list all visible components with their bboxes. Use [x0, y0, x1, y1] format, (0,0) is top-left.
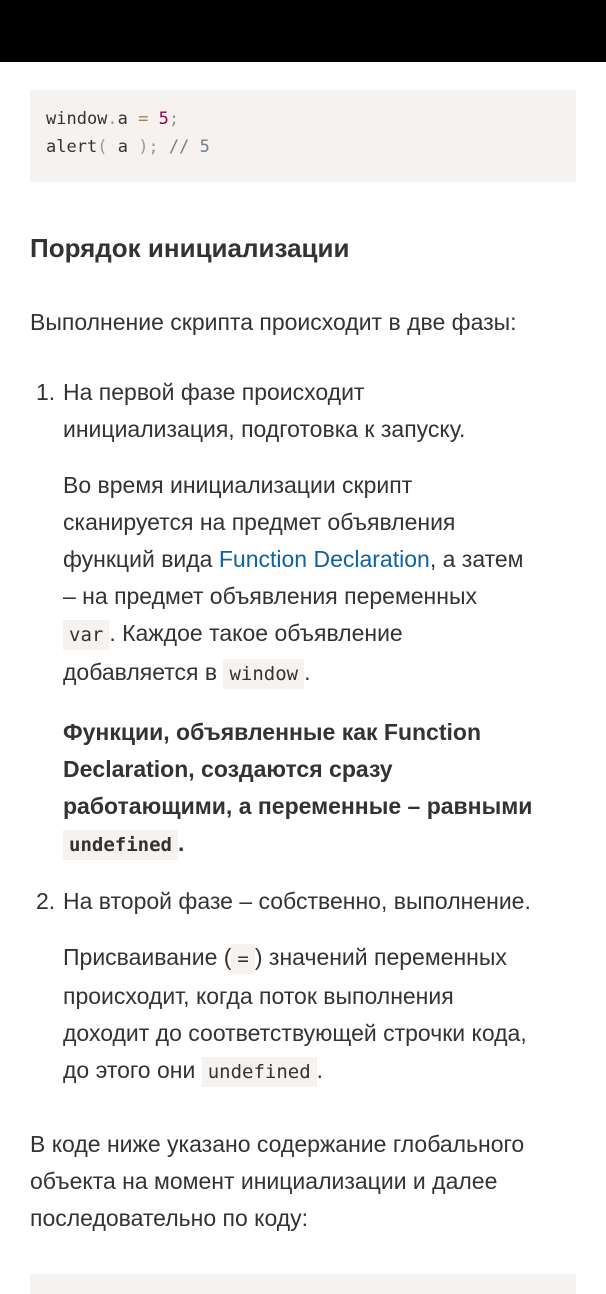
list-item-1-paragraph-2: [63, 467, 524, 693]
text-line: Функции, объявленные как Function: [63, 719, 481, 745]
list-item-number: 2.: [36, 888, 56, 914]
text-line: последовательно по коду:: [30, 1205, 309, 1231]
list-item-1-bold-paragraph: [63, 714, 532, 864]
inline-code-var: var: [63, 620, 109, 650]
code-comment: // 5: [168, 137, 210, 157]
inline-code-undefined: undefined: [63, 830, 178, 860]
list-item-number: 1.: [36, 379, 56, 405]
code-line-2: [46, 137, 210, 157]
code-line-1: [46, 109, 179, 129]
text-line: .: [316, 1057, 324, 1083]
text-line: функций вида: [63, 546, 219, 572]
text-line: добавляется в: [63, 659, 224, 685]
code-token: a: [117, 137, 128, 157]
code-block: [30, 90, 576, 182]
text-line: В коде ниже указано содержание глобального: [30, 1131, 525, 1157]
text-line: происходит, когда поток выполнения: [63, 983, 454, 1009]
text-line: инициализация, подготовка к запуску.: [63, 416, 466, 442]
inline-code-window: window: [223, 659, 304, 689]
code-token: );: [138, 137, 159, 157]
list-item-2-text: На второй фазе – собственно, выполнение.: [63, 888, 531, 914]
code-block-next: [30, 1274, 576, 1294]
code-token: (: [97, 137, 108, 157]
code-token: window: [46, 109, 108, 129]
text-line: Присваивание (: [63, 944, 232, 970]
text-line: доходит до соответствующей строчки кода,: [63, 1020, 527, 1046]
text-line: .: [304, 659, 311, 685]
text-line: работающими, а переменные – равными: [63, 793, 533, 819]
text-line: Во время инициализации скрипт: [63, 472, 413, 498]
text-line: На первой фазе происходит: [63, 379, 365, 405]
code-token: alert: [46, 137, 98, 157]
code-token: ;: [168, 109, 180, 129]
function-declaration-link[interactable]: Function Declaration: [218, 546, 430, 572]
text-line: , а затем: [429, 546, 524, 572]
list-item-2-paragraph-2: [63, 939, 527, 1091]
section-heading: Порядок инициализации: [30, 233, 350, 263]
text-line: объекта на момент инициализации и далее: [30, 1168, 498, 1194]
outro-paragraph: [30, 1126, 524, 1237]
text-line: – на предмет объявления переменных: [63, 583, 477, 609]
code-token: .: [107, 109, 118, 129]
code-token: a: [117, 109, 128, 129]
code-token: =: [138, 109, 149, 129]
intro-paragraph: Выполнение скрипта происходит в две фазы:: [30, 309, 517, 335]
text-line: до этого они: [63, 1057, 202, 1083]
inline-code-undefined: undefined: [202, 1057, 317, 1087]
inline-code-equals: =: [231, 944, 254, 974]
text-line: сканируется на предмет объявления: [63, 509, 456, 535]
top-app-bar: [0, 0, 606, 62]
text-line: . Каждое такое объявление: [109, 620, 403, 646]
code-token: 5: [158, 109, 169, 129]
list-item-1-text: [63, 374, 465, 448]
text-line: Declaration, создаются сразу: [63, 756, 393, 782]
text-line: .: [177, 830, 185, 856]
text-line: ) значений переменных: [254, 944, 507, 970]
